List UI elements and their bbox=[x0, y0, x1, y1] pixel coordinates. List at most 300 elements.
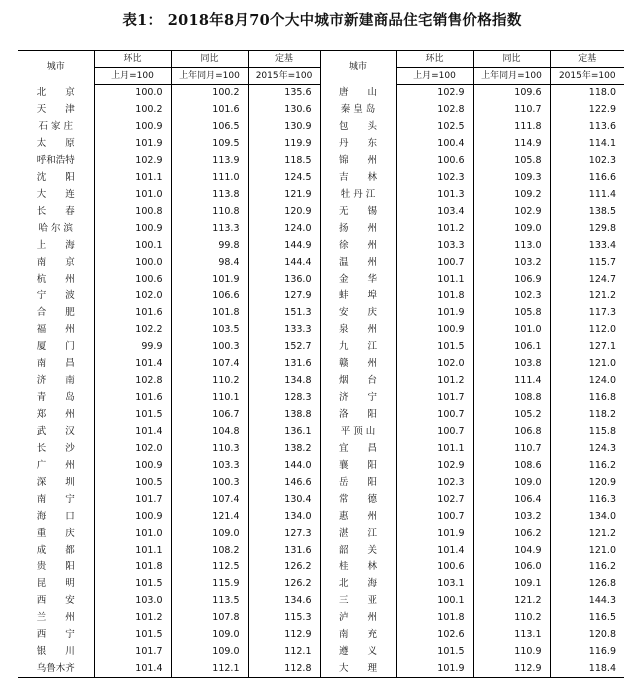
left-city-cell: 杭 州 bbox=[18, 271, 94, 288]
right-base-cell: 116.6 bbox=[588, 171, 616, 183]
right-city-cell: 常 德 bbox=[320, 491, 396, 508]
header-base-sub-right: 2015年=100 bbox=[550, 68, 624, 85]
left-base-cell: 131.6 bbox=[248, 542, 320, 559]
right-base-cell: 116.9 bbox=[588, 646, 616, 658]
table-row bbox=[18, 271, 624, 288]
left-base-cell: 112.8 bbox=[248, 660, 320, 677]
right-yoy-cell: 121.2 bbox=[473, 593, 550, 610]
left-yoy-cell: 98.4 bbox=[171, 254, 248, 271]
left-mom-cell: 102.0 bbox=[94, 440, 171, 457]
left-yoy-cell: 112.5 bbox=[171, 559, 248, 576]
right-yoy-cell: 109.2 bbox=[473, 186, 550, 203]
left-mom-cell: 100.9 bbox=[94, 220, 171, 237]
table-row bbox=[18, 203, 624, 220]
table-row bbox=[18, 457, 624, 474]
left-base-cell: 130.9 bbox=[248, 118, 320, 135]
left-mom-cell: 100.9 bbox=[94, 457, 171, 474]
right-base-cell: 121.0 bbox=[588, 358, 616, 370]
right-city-cell: 韶 关 bbox=[320, 542, 396, 559]
table-row bbox=[18, 305, 624, 322]
left-yoy-cell: 112.1 bbox=[171, 660, 248, 677]
table-row bbox=[18, 559, 624, 576]
right-mom-cell: 101.9 bbox=[396, 525, 473, 542]
left-base-cell: 130.6 bbox=[248, 101, 320, 118]
left-mom-cell: 100.9 bbox=[94, 508, 171, 525]
left-base-cell: 131.6 bbox=[248, 356, 320, 373]
header-base-sub-left: 2015年=100 bbox=[248, 68, 320, 85]
left-base-cell: 133.3 bbox=[248, 322, 320, 339]
left-base-cell: 112.1 bbox=[248, 643, 320, 660]
right-base-cell: 126.8 bbox=[588, 578, 616, 590]
right-mom-cell: 102.5 bbox=[396, 118, 473, 135]
left-mom-cell: 101.4 bbox=[94, 356, 171, 373]
left-yoy-cell: 107.4 bbox=[171, 356, 248, 373]
left-city-cell: 合 肥 bbox=[18, 305, 94, 322]
left-yoy-cell: 101.8 bbox=[171, 305, 248, 322]
left-mom-cell: 101.8 bbox=[94, 559, 171, 576]
right-yoy-cell: 103.2 bbox=[473, 508, 550, 525]
left-city-cell: 海 口 bbox=[18, 508, 94, 525]
right-base-cell: 115.7 bbox=[588, 256, 616, 268]
left-yoy-cell: 104.8 bbox=[171, 423, 248, 440]
left-yoy-cell: 110.1 bbox=[171, 389, 248, 406]
right-city-cell: 岳 阳 bbox=[320, 474, 396, 491]
left-mom-cell: 101.0 bbox=[94, 186, 171, 203]
header-base-right: 定基 bbox=[550, 51, 624, 68]
left-mom-cell: 102.9 bbox=[94, 152, 171, 169]
left-yoy-cell: 106.7 bbox=[171, 406, 248, 423]
table-row bbox=[18, 423, 624, 440]
right-base-cell: 118.0 bbox=[588, 87, 616, 99]
left-yoy-cell: 110.8 bbox=[171, 203, 248, 220]
right-yoy-cell: 103.2 bbox=[473, 254, 550, 271]
left-city-cell: 南 京 bbox=[18, 254, 94, 271]
left-mom-cell: 101.7 bbox=[94, 643, 171, 660]
left-base-cell: 124.0 bbox=[248, 220, 320, 237]
right-mom-cell: 100.9 bbox=[396, 322, 473, 339]
left-yoy-cell: 100.2 bbox=[171, 85, 248, 102]
right-mom-cell: 101.9 bbox=[396, 660, 473, 677]
right-base-cell: 134.0 bbox=[588, 510, 616, 522]
right-city-cell: 惠 州 bbox=[320, 508, 396, 525]
left-city-cell: 西 宁 bbox=[18, 627, 94, 644]
left-mom-cell: 100.5 bbox=[94, 474, 171, 491]
right-yoy-cell: 113.0 bbox=[473, 237, 550, 254]
right-mom-cell: 100.7 bbox=[396, 254, 473, 271]
right-base-cell: 118.2 bbox=[588, 409, 616, 421]
left-base-cell: 127.3 bbox=[248, 525, 320, 542]
left-yoy-cell: 115.9 bbox=[171, 576, 248, 593]
right-city-cell: 赣 州 bbox=[320, 356, 396, 373]
right-mom-cell: 101.8 bbox=[396, 288, 473, 305]
left-mom-cell: 101.4 bbox=[94, 423, 171, 440]
right-city-cell: 宜 昌 bbox=[320, 440, 396, 457]
left-city-cell: 长 沙 bbox=[18, 440, 94, 457]
left-city-cell: 石 家 庄 bbox=[18, 118, 94, 135]
right-yoy-cell: 103.8 bbox=[473, 356, 550, 373]
left-city-cell: 昆 明 bbox=[18, 576, 94, 593]
right-mom-cell: 100.7 bbox=[396, 423, 473, 440]
left-mom-cell: 100.2 bbox=[94, 101, 171, 118]
left-base-cell: 151.3 bbox=[248, 305, 320, 322]
left-city-cell: 兰 州 bbox=[18, 610, 94, 627]
right-base-cell: 133.4 bbox=[588, 239, 616, 251]
left-mom-cell: 101.6 bbox=[94, 305, 171, 322]
left-mom-cell: 101.2 bbox=[94, 610, 171, 627]
left-base-cell: 138.8 bbox=[248, 406, 320, 423]
right-base-cell: 124.0 bbox=[588, 375, 616, 387]
right-city-cell: 湛 江 bbox=[320, 525, 396, 542]
right-yoy-cell: 105.8 bbox=[473, 305, 550, 322]
left-city-cell: 武 汉 bbox=[18, 423, 94, 440]
header-city-left: 城市 bbox=[18, 51, 94, 85]
right-yoy-cell: 111.4 bbox=[473, 372, 550, 389]
left-yoy-cell: 107.8 bbox=[171, 610, 248, 627]
left-yoy-cell: 103.5 bbox=[171, 322, 248, 339]
table-row bbox=[18, 593, 624, 610]
right-yoy-cell: 106.0 bbox=[473, 559, 550, 576]
left-city-cell: 呼和浩特 bbox=[18, 152, 94, 169]
table-row bbox=[18, 254, 624, 271]
left-yoy-cell: 101.6 bbox=[171, 101, 248, 118]
right-mom-cell: 103.1 bbox=[396, 576, 473, 593]
table-row bbox=[18, 627, 624, 644]
right-base-cell: 114.1 bbox=[588, 138, 616, 150]
right-base-cell: 120.9 bbox=[588, 476, 616, 488]
right-base-cell: 122.9 bbox=[588, 104, 616, 116]
right-mom-cell: 103.3 bbox=[396, 237, 473, 254]
right-base-cell: 111.4 bbox=[588, 188, 616, 200]
right-base-cell: 124.7 bbox=[588, 273, 616, 285]
right-base-cell: 102.3 bbox=[588, 154, 616, 166]
right-city-cell: 包 头 bbox=[320, 118, 396, 135]
right-yoy-cell: 114.9 bbox=[473, 135, 550, 152]
left-city-cell: 沈 阳 bbox=[18, 169, 94, 186]
right-city-cell: 北 海 bbox=[320, 576, 396, 593]
left-yoy-cell: 109.0 bbox=[171, 627, 248, 644]
right-yoy-cell: 106.9 bbox=[473, 271, 550, 288]
left-base-cell: 146.6 bbox=[248, 474, 320, 491]
right-city-cell: 桂 林 bbox=[320, 559, 396, 576]
left-mom-cell: 102.0 bbox=[94, 288, 171, 305]
header-mom-right: 环比 bbox=[396, 51, 473, 68]
left-city-cell: 贵 阳 bbox=[18, 559, 94, 576]
left-base-cell: 134.6 bbox=[248, 593, 320, 610]
right-mom-cell: 101.8 bbox=[396, 610, 473, 627]
left-base-cell: 130.4 bbox=[248, 491, 320, 508]
table-row bbox=[18, 610, 624, 627]
left-base-cell: 121.9 bbox=[248, 186, 320, 203]
right-base-cell: 113.6 bbox=[588, 121, 616, 133]
left-yoy-cell: 109.5 bbox=[171, 135, 248, 152]
right-yoy-cell: 102.9 bbox=[473, 203, 550, 220]
left-yoy-cell: 110.3 bbox=[171, 440, 248, 457]
right-yoy-cell: 113.1 bbox=[473, 627, 550, 644]
left-base-cell: 120.9 bbox=[248, 203, 320, 220]
left-city-cell: 北 京 bbox=[18, 85, 94, 102]
left-city-cell: 重 庆 bbox=[18, 525, 94, 542]
right-base-cell: 124.3 bbox=[588, 442, 616, 454]
table-row bbox=[18, 85, 624, 102]
right-city-cell: 牡 丹 江 bbox=[320, 186, 396, 203]
left-mom-cell: 100.8 bbox=[94, 203, 171, 220]
right-city-cell: 大 理 bbox=[320, 660, 396, 677]
header-yoy-left: 同比 bbox=[171, 51, 248, 68]
right-mom-cell: 100.6 bbox=[396, 559, 473, 576]
left-city-cell: 南 宁 bbox=[18, 491, 94, 508]
left-base-cell: 136.1 bbox=[248, 423, 320, 440]
right-base-cell: 121.2 bbox=[588, 527, 616, 539]
left-yoy-cell: 106.5 bbox=[171, 118, 248, 135]
left-mom-cell: 101.6 bbox=[94, 389, 171, 406]
right-city-cell: 丹 东 bbox=[320, 135, 396, 152]
left-city-cell: 长 春 bbox=[18, 203, 94, 220]
table-row bbox=[18, 406, 624, 423]
left-mom-cell: 101.0 bbox=[94, 525, 171, 542]
right-mom-cell: 101.1 bbox=[396, 271, 473, 288]
left-yoy-cell: 101.9 bbox=[171, 271, 248, 288]
left-yoy-cell: 113.9 bbox=[171, 152, 248, 169]
left-city-cell: 福 州 bbox=[18, 322, 94, 339]
table-row bbox=[18, 101, 624, 118]
left-base-cell: 138.2 bbox=[248, 440, 320, 457]
right-city-cell: 襄 阳 bbox=[320, 457, 396, 474]
right-base-cell: 116.5 bbox=[588, 612, 616, 624]
right-yoy-cell: 109.6 bbox=[473, 85, 550, 102]
left-yoy-cell: 107.4 bbox=[171, 491, 248, 508]
right-mom-cell: 101.4 bbox=[396, 542, 473, 559]
right-yoy-cell: 106.4 bbox=[473, 491, 550, 508]
right-mom-cell: 100.7 bbox=[396, 406, 473, 423]
left-mom-cell: 101.9 bbox=[94, 135, 171, 152]
left-yoy-cell: 113.3 bbox=[171, 220, 248, 237]
table-row bbox=[18, 118, 624, 135]
right-yoy-cell: 102.3 bbox=[473, 288, 550, 305]
left-base-cell: 134.0 bbox=[248, 508, 320, 525]
header-city-right: 城市 bbox=[320, 51, 396, 85]
header-yoy-right: 同比 bbox=[473, 51, 550, 68]
table-row bbox=[18, 576, 624, 593]
table-row bbox=[18, 525, 624, 542]
right-base-cell: 116.2 bbox=[588, 561, 616, 573]
right-mom-cell: 102.6 bbox=[396, 627, 473, 644]
right-yoy-cell: 101.0 bbox=[473, 322, 550, 339]
left-base-cell: 144.9 bbox=[248, 237, 320, 254]
right-base-cell: 120.8 bbox=[588, 629, 616, 641]
left-mom-cell: 100.6 bbox=[94, 271, 171, 288]
right-base-cell: 116.3 bbox=[588, 493, 616, 505]
right-yoy-cell: 110.2 bbox=[473, 610, 550, 627]
left-city-cell: 宁 波 bbox=[18, 288, 94, 305]
right-mom-cell: 101.3 bbox=[396, 186, 473, 203]
left-city-cell: 银 川 bbox=[18, 643, 94, 660]
right-city-cell: 泸 州 bbox=[320, 610, 396, 627]
right-yoy-cell: 111.8 bbox=[473, 118, 550, 135]
right-city-cell: 吉 林 bbox=[320, 169, 396, 186]
left-mom-cell: 100.0 bbox=[94, 254, 171, 271]
left-city-cell: 厦 门 bbox=[18, 339, 94, 356]
right-base-cell: 127.1 bbox=[588, 341, 616, 353]
right-city-cell: 金 华 bbox=[320, 271, 396, 288]
left-mom-cell: 100.9 bbox=[94, 118, 171, 135]
left-base-cell: 144.4 bbox=[248, 254, 320, 271]
right-mom-cell: 102.3 bbox=[396, 169, 473, 186]
left-mom-cell: 100.0 bbox=[94, 85, 171, 102]
right-mom-cell: 102.9 bbox=[396, 457, 473, 474]
left-yoy-cell: 100.3 bbox=[171, 339, 248, 356]
right-mom-cell: 101.1 bbox=[396, 440, 473, 457]
left-city-cell: 南 昌 bbox=[18, 356, 94, 373]
right-yoy-cell: 112.9 bbox=[473, 660, 550, 677]
right-yoy-cell: 109.1 bbox=[473, 576, 550, 593]
right-city-cell: 九 江 bbox=[320, 339, 396, 356]
table-row bbox=[18, 508, 624, 525]
left-mom-cell: 99.9 bbox=[94, 339, 171, 356]
table-row bbox=[18, 356, 624, 373]
table-row bbox=[18, 389, 624, 406]
right-city-cell: 南 充 bbox=[320, 627, 396, 644]
left-city-cell: 郑 州 bbox=[18, 406, 94, 423]
right-city-cell: 烟 台 bbox=[320, 372, 396, 389]
left-mom-cell: 102.2 bbox=[94, 322, 171, 339]
table-row bbox=[18, 322, 624, 339]
right-base-cell: 129.8 bbox=[588, 222, 616, 234]
right-base-cell: 116.8 bbox=[588, 392, 616, 404]
right-city-cell: 徐 州 bbox=[320, 237, 396, 254]
left-base-cell: 135.6 bbox=[248, 85, 320, 102]
left-city-cell: 西 安 bbox=[18, 593, 94, 610]
left-mom-cell: 101.5 bbox=[94, 576, 171, 593]
right-yoy-cell: 106.8 bbox=[473, 423, 550, 440]
table-row bbox=[18, 440, 624, 457]
left-city-cell: 哈 尔 滨 bbox=[18, 220, 94, 237]
table-row bbox=[18, 491, 624, 508]
table-title: 表1： 2018年8月70个大中城市新建商品住宅销售价格指数 bbox=[122, 12, 522, 29]
left-mom-cell: 101.5 bbox=[94, 627, 171, 644]
left-mom-cell: 100.1 bbox=[94, 237, 171, 254]
left-city-cell: 深 圳 bbox=[18, 474, 94, 491]
right-mom-cell: 101.2 bbox=[396, 372, 473, 389]
left-base-cell: 115.3 bbox=[248, 610, 320, 627]
right-city-cell: 蚌 埠 bbox=[320, 288, 396, 305]
right-yoy-cell: 104.9 bbox=[473, 542, 550, 559]
right-mom-cell: 101.5 bbox=[396, 643, 473, 660]
table-row bbox=[18, 542, 624, 559]
header-mom-sub-left: 上月=100 bbox=[94, 68, 171, 85]
left-base-cell: 134.8 bbox=[248, 372, 320, 389]
right-base-cell: 116.2 bbox=[588, 459, 616, 471]
left-yoy-cell: 121.4 bbox=[171, 508, 248, 525]
right-yoy-cell: 109.0 bbox=[473, 474, 550, 491]
right-base-cell: 117.3 bbox=[588, 307, 616, 319]
left-base-cell: 127.9 bbox=[248, 288, 320, 305]
table-row bbox=[18, 220, 624, 237]
right-mom-cell: 100.4 bbox=[396, 135, 473, 152]
right-city-cell: 安 庆 bbox=[320, 305, 396, 322]
table-row bbox=[18, 135, 624, 152]
right-mom-cell: 101.7 bbox=[396, 389, 473, 406]
left-city-cell: 天 津 bbox=[18, 101, 94, 118]
left-yoy-cell: 108.2 bbox=[171, 542, 248, 559]
left-yoy-cell: 106.6 bbox=[171, 288, 248, 305]
table-row bbox=[18, 660, 624, 677]
right-mom-cell: 100.7 bbox=[396, 508, 473, 525]
left-mom-cell: 103.0 bbox=[94, 593, 171, 610]
right-city-cell: 三 亚 bbox=[320, 593, 396, 610]
right-mom-cell: 102.9 bbox=[396, 85, 473, 102]
right-mom-cell: 102.0 bbox=[396, 356, 473, 373]
table-row bbox=[18, 186, 624, 203]
left-base-cell: 112.9 bbox=[248, 627, 320, 644]
right-yoy-cell: 108.6 bbox=[473, 457, 550, 474]
right-mom-cell: 100.1 bbox=[396, 593, 473, 610]
left-mom-cell: 101.1 bbox=[94, 169, 171, 186]
left-city-cell: 乌鲁木齐 bbox=[18, 660, 94, 677]
right-yoy-cell: 105.8 bbox=[473, 152, 550, 169]
right-yoy-cell: 109.3 bbox=[473, 169, 550, 186]
right-yoy-cell: 110.7 bbox=[473, 101, 550, 118]
left-yoy-cell: 109.0 bbox=[171, 525, 248, 542]
right-city-cell: 温 州 bbox=[320, 254, 396, 271]
right-base-cell: 112.0 bbox=[588, 324, 616, 336]
right-base-cell: 144.3 bbox=[588, 595, 616, 607]
right-base-cell: 121.2 bbox=[588, 290, 616, 302]
right-mom-cell: 100.6 bbox=[396, 152, 473, 169]
right-yoy-cell: 110.9 bbox=[473, 643, 550, 660]
left-mom-cell: 101.5 bbox=[94, 406, 171, 423]
left-base-cell: 136.0 bbox=[248, 271, 320, 288]
left-base-cell: 126.2 bbox=[248, 559, 320, 576]
left-base-cell: 128.3 bbox=[248, 389, 320, 406]
table-row bbox=[18, 169, 624, 186]
price-index-table bbox=[18, 50, 624, 678]
right-yoy-cell: 105.2 bbox=[473, 406, 550, 423]
left-city-cell: 青 岛 bbox=[18, 389, 94, 406]
table-row bbox=[18, 474, 624, 491]
left-city-cell: 大 连 bbox=[18, 186, 94, 203]
right-city-cell: 无 锡 bbox=[320, 203, 396, 220]
right-city-cell: 洛 阳 bbox=[320, 406, 396, 423]
left-yoy-cell: 113.8 bbox=[171, 186, 248, 203]
right-mom-cell: 102.7 bbox=[396, 491, 473, 508]
left-city-cell: 广 州 bbox=[18, 457, 94, 474]
right-mom-cell: 102.3 bbox=[396, 474, 473, 491]
left-mom-cell: 102.8 bbox=[94, 372, 171, 389]
table-row bbox=[18, 339, 624, 356]
left-yoy-cell: 113.5 bbox=[171, 593, 248, 610]
right-base-cell: 115.8 bbox=[588, 425, 616, 437]
right-base-cell: 118.4 bbox=[550, 660, 624, 677]
table-row bbox=[18, 288, 624, 305]
left-city-cell: 成 都 bbox=[18, 542, 94, 559]
right-base-cell: 121.0 bbox=[588, 544, 616, 556]
left-city-cell: 济 南 bbox=[18, 372, 94, 389]
left-base-cell: 124.5 bbox=[248, 169, 320, 186]
right-city-cell: 泉 州 bbox=[320, 322, 396, 339]
left-yoy-cell: 99.8 bbox=[171, 237, 248, 254]
right-city-cell: 扬 州 bbox=[320, 220, 396, 237]
header-yoy-sub-right: 上年同月=100 bbox=[473, 68, 550, 85]
right-mom-cell: 101.2 bbox=[396, 220, 473, 237]
left-yoy-cell: 110.2 bbox=[171, 372, 248, 389]
left-base-cell: 119.9 bbox=[248, 135, 320, 152]
left-mom-cell: 101.1 bbox=[94, 542, 171, 559]
left-city-cell: 太 原 bbox=[18, 135, 94, 152]
right-mom-cell: 102.8 bbox=[396, 101, 473, 118]
left-city-cell: 上 海 bbox=[18, 237, 94, 254]
right-mom-cell: 103.4 bbox=[396, 203, 473, 220]
table-row bbox=[18, 643, 624, 660]
